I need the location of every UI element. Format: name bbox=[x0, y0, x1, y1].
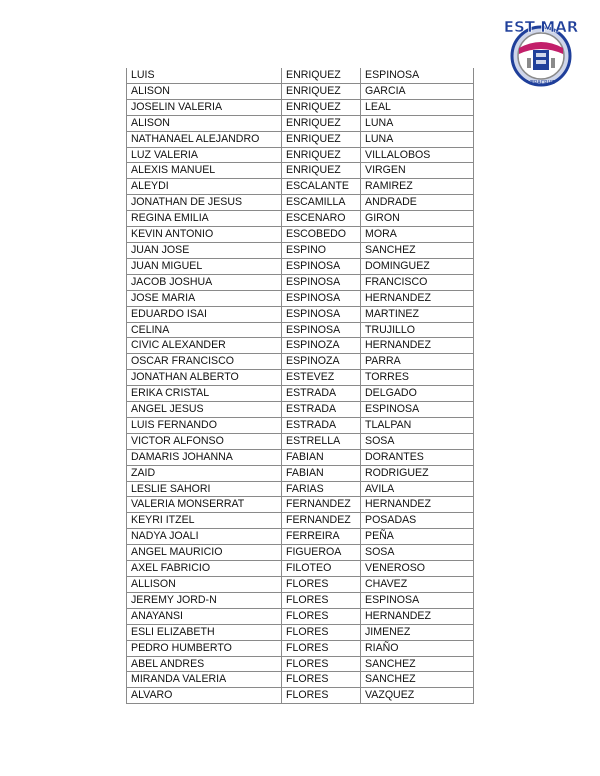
paternal-surname-cell: ESPINOSA bbox=[282, 290, 361, 306]
table-row bbox=[127, 513, 474, 529]
table-row bbox=[127, 242, 474, 258]
first-name-cell: VICTOR ALFONSO bbox=[127, 433, 282, 449]
maternal-surname-cell: VAZQUEZ bbox=[361, 688, 474, 704]
table-row bbox=[127, 481, 474, 497]
table-row bbox=[127, 433, 474, 449]
paternal-surname-cell: FLORES bbox=[282, 592, 361, 608]
paternal-surname-cell: FLORES bbox=[282, 640, 361, 656]
table-row bbox=[127, 163, 474, 179]
maternal-surname-cell: HERNANDEZ bbox=[361, 338, 474, 354]
first-name-cell: ALEYDI bbox=[127, 179, 282, 195]
table-row bbox=[127, 449, 474, 465]
first-name-cell: JEREMY JORD-N bbox=[127, 592, 282, 608]
logo-word: EST MAR bbox=[503, 18, 579, 36]
first-name-cell: OSCAR FRANCISCO bbox=[127, 354, 282, 370]
maternal-surname-cell: RIAÑO bbox=[361, 640, 474, 656]
table-row bbox=[127, 370, 474, 386]
table-row bbox=[127, 195, 474, 211]
paternal-surname-cell: ESPINOSA bbox=[282, 322, 361, 338]
maternal-surname-cell: JIMENEZ bbox=[361, 624, 474, 640]
first-name-cell: ALISON bbox=[127, 83, 282, 99]
maternal-surname-cell: CHAVEZ bbox=[361, 577, 474, 593]
first-name-cell: PEDRO HUMBERTO bbox=[127, 640, 282, 656]
paternal-surname-cell: ESPINOZA bbox=[282, 338, 361, 354]
maternal-surname-cell: GIRON bbox=[361, 211, 474, 227]
maternal-surname-cell: RAMIREZ bbox=[361, 179, 474, 195]
first-name-cell: KEVIN ANTONIO bbox=[127, 227, 282, 243]
maternal-surname-cell: DELGADO bbox=[361, 386, 474, 402]
first-name-cell: ALVARO bbox=[127, 688, 282, 704]
paternal-surname-cell: FERNANDEZ bbox=[282, 513, 361, 529]
first-name-cell: ERIKA CRISTAL bbox=[127, 386, 282, 402]
first-name-cell: LUIS FERNANDO bbox=[127, 417, 282, 433]
maternal-surname-cell: PARRA bbox=[361, 354, 474, 370]
paternal-surname-cell: FLORES bbox=[282, 672, 361, 688]
maternal-surname-cell: GARCIA bbox=[361, 83, 474, 99]
first-name-cell: JUAN MIGUEL bbox=[127, 258, 282, 274]
paternal-surname-cell: ESPINOSA bbox=[282, 274, 361, 290]
maternal-surname-cell: PEÑA bbox=[361, 529, 474, 545]
first-name-cell: LUIS bbox=[127, 68, 282, 83]
maternal-surname-cell: ESPINOSA bbox=[361, 68, 474, 83]
paternal-surname-cell: ENRIQUEZ bbox=[282, 115, 361, 131]
table-row bbox=[127, 465, 474, 481]
maternal-surname-cell: SANCHEZ bbox=[361, 242, 474, 258]
paternal-surname-cell: ESTRADA bbox=[282, 386, 361, 402]
maternal-surname-cell: MARTINEZ bbox=[361, 306, 474, 322]
table-row bbox=[127, 497, 474, 513]
maternal-surname-cell: TRUJILLO bbox=[361, 322, 474, 338]
table-row bbox=[127, 608, 474, 624]
roster-body bbox=[127, 68, 474, 704]
maternal-surname-cell: DOMINGUEZ bbox=[361, 258, 474, 274]
table-row bbox=[127, 274, 474, 290]
first-name-cell: ZAID bbox=[127, 465, 282, 481]
first-name-cell: CIVIC ALEXANDER bbox=[127, 338, 282, 354]
paternal-surname-cell: ESTRELLA bbox=[282, 433, 361, 449]
maternal-surname-cell: VILLALOBOS bbox=[361, 147, 474, 163]
paternal-surname-cell: ESPINO bbox=[282, 242, 361, 258]
maternal-surname-cell: HERNANDEZ bbox=[361, 497, 474, 513]
table-row bbox=[127, 561, 474, 577]
paternal-surname-cell: FILOTEO bbox=[282, 561, 361, 577]
table-row bbox=[127, 131, 474, 147]
table-row bbox=[127, 592, 474, 608]
maternal-surname-cell: SANCHEZ bbox=[361, 656, 474, 672]
paternal-surname-cell: FABIAN bbox=[282, 465, 361, 481]
maternal-surname-cell: TLALPAN bbox=[361, 417, 474, 433]
table-row bbox=[127, 179, 474, 195]
paternal-surname-cell: FLORES bbox=[282, 656, 361, 672]
first-name-cell: DAMARIS JOHANNA bbox=[127, 449, 282, 465]
table-row bbox=[127, 258, 474, 274]
table-row bbox=[127, 656, 474, 672]
maternal-surname-cell: ESPINOSA bbox=[361, 402, 474, 418]
paternal-surname-cell: FIGUEROA bbox=[282, 545, 361, 561]
first-name-cell: ANGEL JESUS bbox=[127, 402, 282, 418]
first-name-cell: KEYRI ITZEL bbox=[127, 513, 282, 529]
maternal-surname-cell: HERNANDEZ bbox=[361, 608, 474, 624]
logo-ring-text: VERACRUZ bbox=[527, 80, 555, 86]
first-name-cell: ALLISON bbox=[127, 577, 282, 593]
paternal-surname-cell: ESPINOSA bbox=[282, 258, 361, 274]
maternal-surname-cell: LUNA bbox=[361, 115, 474, 131]
maternal-surname-cell: AVILA bbox=[361, 481, 474, 497]
table-row bbox=[127, 354, 474, 370]
table-row bbox=[127, 83, 474, 99]
paternal-surname-cell: ENRIQUEZ bbox=[282, 163, 361, 179]
first-name-cell: REGINA EMILIA bbox=[127, 211, 282, 227]
table-row bbox=[127, 545, 474, 561]
table-row bbox=[127, 322, 474, 338]
maternal-surname-cell: FRANCISCO bbox=[361, 274, 474, 290]
first-name-cell: NATHANAEL ALEJANDRO bbox=[127, 131, 282, 147]
maternal-surname-cell: RODRIGUEZ bbox=[361, 465, 474, 481]
maternal-surname-cell: POSADAS bbox=[361, 513, 474, 529]
maternal-surname-cell: SOSA bbox=[361, 433, 474, 449]
first-name-cell: JONATHAN DE JESUS bbox=[127, 195, 282, 211]
first-name-cell: ANGEL MAURICIO bbox=[127, 545, 282, 561]
paternal-surname-cell: FARIAS bbox=[282, 481, 361, 497]
table-row bbox=[127, 290, 474, 306]
first-name-cell: JUAN JOSE bbox=[127, 242, 282, 258]
table-row bbox=[127, 306, 474, 322]
paternal-surname-cell: ESPINOZA bbox=[282, 354, 361, 370]
table-row bbox=[127, 640, 474, 656]
first-name-cell: JACOB JOSHUA bbox=[127, 274, 282, 290]
paternal-surname-cell: ESTRADA bbox=[282, 417, 361, 433]
paternal-surname-cell: ENRIQUEZ bbox=[282, 68, 361, 83]
table-row bbox=[127, 529, 474, 545]
paternal-surname-cell: ESCAMILLA bbox=[282, 195, 361, 211]
maternal-surname-cell: DORANTES bbox=[361, 449, 474, 465]
first-name-cell: JOSE MARIA bbox=[127, 290, 282, 306]
first-name-cell: NADYA JOALI bbox=[127, 529, 282, 545]
table-row bbox=[127, 577, 474, 593]
paternal-surname-cell: FABIAN bbox=[282, 449, 361, 465]
first-name-cell: ESLI ELIZABETH bbox=[127, 624, 282, 640]
paternal-surname-cell: ENRIQUEZ bbox=[282, 131, 361, 147]
paternal-surname-cell: FLORES bbox=[282, 624, 361, 640]
table-row bbox=[127, 402, 474, 418]
table-row bbox=[127, 115, 474, 131]
paternal-surname-cell: FLORES bbox=[282, 688, 361, 704]
paternal-surname-cell: ESPINOSA bbox=[282, 306, 361, 322]
maternal-surname-cell: VENEROSO bbox=[361, 561, 474, 577]
table-row bbox=[127, 227, 474, 243]
first-name-cell: JOSELIN VALERIA bbox=[127, 99, 282, 115]
maternal-surname-cell: VIRGEN bbox=[361, 163, 474, 179]
student-roster-table bbox=[126, 68, 474, 704]
first-name-cell: LUZ VALERIA bbox=[127, 147, 282, 163]
first-name-cell: ALISON bbox=[127, 115, 282, 131]
first-name-cell: MIRANDA VALERIA bbox=[127, 672, 282, 688]
school-logo bbox=[503, 14, 579, 88]
table-row bbox=[127, 68, 474, 83]
maternal-surname-cell: LUNA bbox=[361, 131, 474, 147]
paternal-surname-cell: ESCALANTE bbox=[282, 179, 361, 195]
maternal-surname-cell: MORA bbox=[361, 227, 474, 243]
paternal-surname-cell: FERNANDEZ bbox=[282, 497, 361, 513]
paternal-surname-cell: ESCOBEDO bbox=[282, 227, 361, 243]
maternal-surname-cell: LEAL bbox=[361, 99, 474, 115]
table-row bbox=[127, 386, 474, 402]
table-row bbox=[127, 99, 474, 115]
first-name-cell: VALERIA MONSERRAT bbox=[127, 497, 282, 513]
table-row bbox=[127, 338, 474, 354]
paternal-surname-cell: ESTEVEZ bbox=[282, 370, 361, 386]
first-name-cell: ALEXIS MANUEL bbox=[127, 163, 282, 179]
maternal-surname-cell: HERNANDEZ bbox=[361, 290, 474, 306]
table-row bbox=[127, 688, 474, 704]
maternal-surname-cell: ESPINOSA bbox=[361, 592, 474, 608]
first-name-cell: ANAYANSI bbox=[127, 608, 282, 624]
table-row bbox=[127, 211, 474, 227]
maternal-surname-cell: SOSA bbox=[361, 545, 474, 561]
first-name-cell: AXEL FABRICIO bbox=[127, 561, 282, 577]
paternal-surname-cell: FLORES bbox=[282, 608, 361, 624]
paternal-surname-cell: FERREIRA bbox=[282, 529, 361, 545]
table-row bbox=[127, 417, 474, 433]
first-name-cell: ABEL ANDRES bbox=[127, 656, 282, 672]
paternal-surname-cell: FLORES bbox=[282, 577, 361, 593]
paternal-surname-cell: ESTRADA bbox=[282, 402, 361, 418]
table-row bbox=[127, 147, 474, 163]
first-name-cell: JONATHAN ALBERTO bbox=[127, 370, 282, 386]
first-name-cell: EDUARDO ISAI bbox=[127, 306, 282, 322]
paternal-surname-cell: ENRIQUEZ bbox=[282, 147, 361, 163]
maternal-surname-cell: SANCHEZ bbox=[361, 672, 474, 688]
first-name-cell: LESLIE SAHORI bbox=[127, 481, 282, 497]
maternal-surname-cell: ANDRADE bbox=[361, 195, 474, 211]
paternal-surname-cell: ENRIQUEZ bbox=[282, 99, 361, 115]
paternal-surname-cell: ENRIQUEZ bbox=[282, 83, 361, 99]
maternal-surname-cell: TORRES bbox=[361, 370, 474, 386]
table-row bbox=[127, 624, 474, 640]
first-name-cell: CELINA bbox=[127, 322, 282, 338]
table-row bbox=[127, 672, 474, 688]
paternal-surname-cell: ESCENARO bbox=[282, 211, 361, 227]
